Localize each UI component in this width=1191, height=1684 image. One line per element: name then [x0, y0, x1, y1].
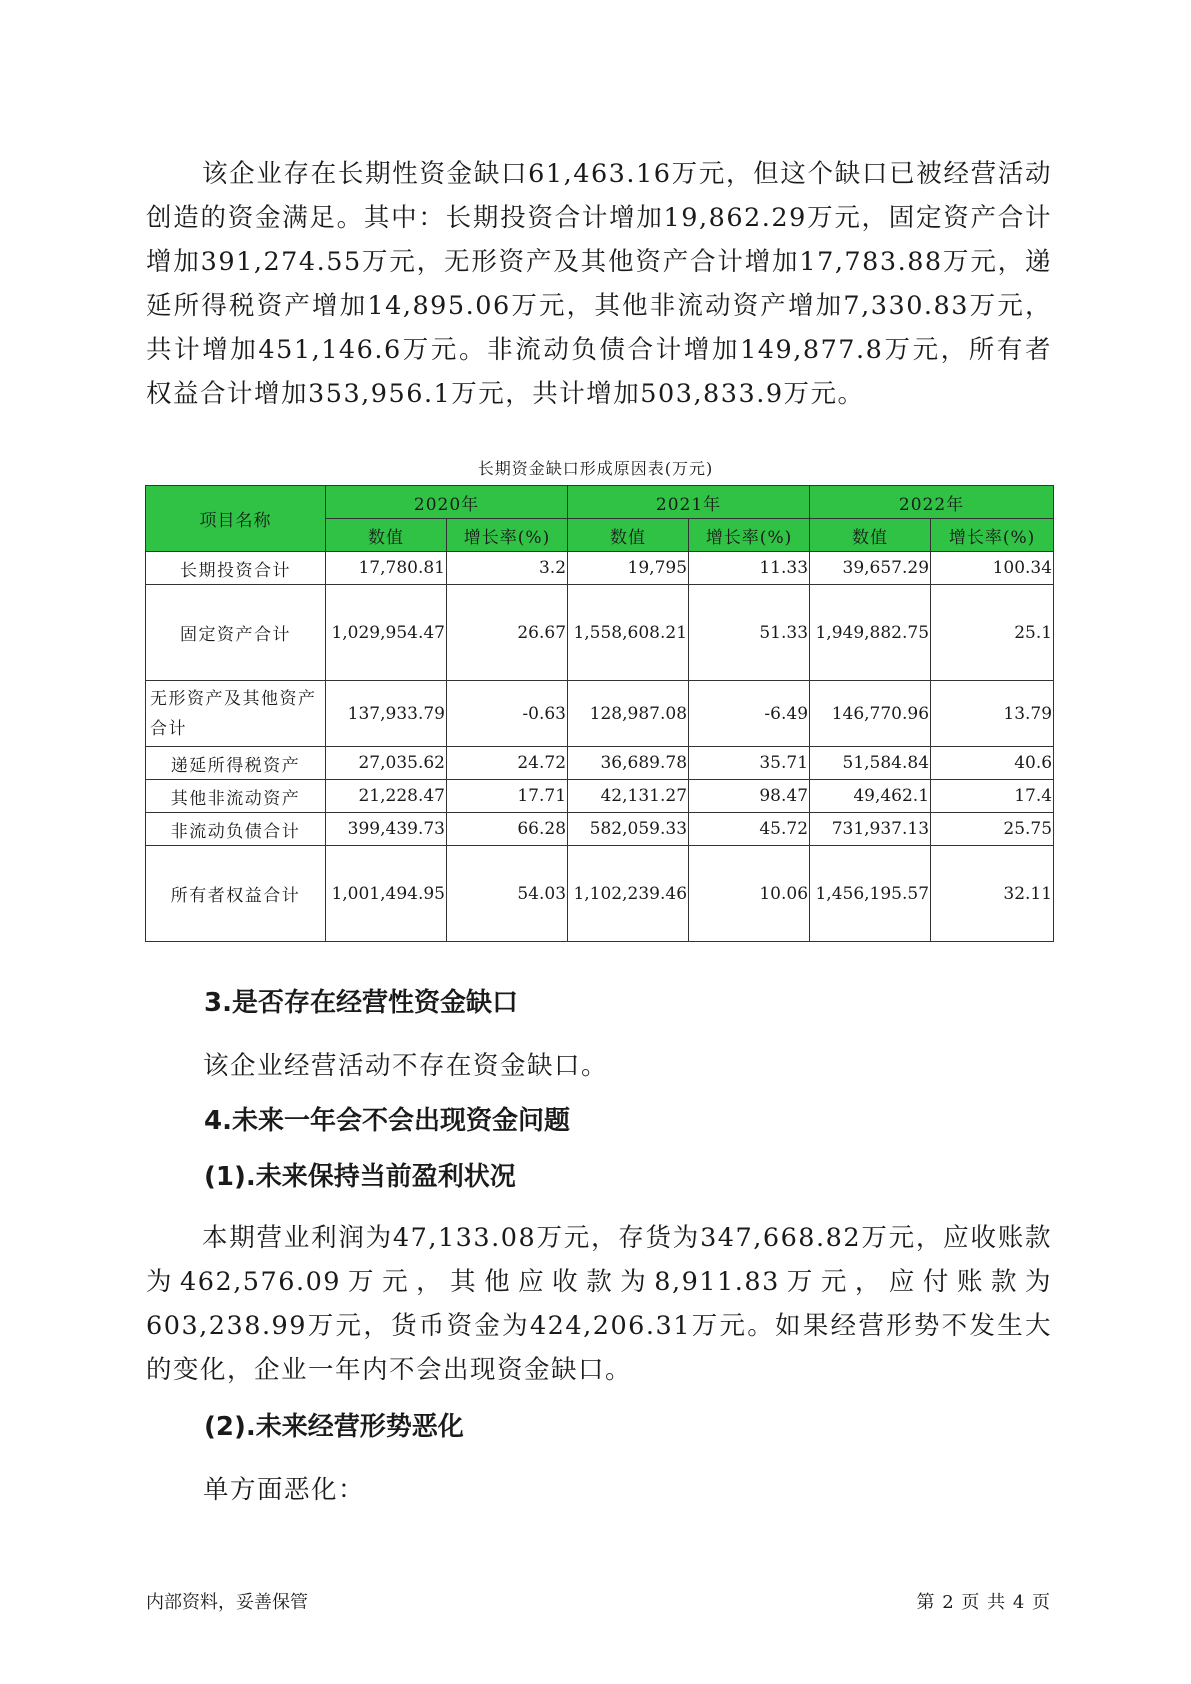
- cell-value-2022: 49,462.1: [810, 780, 931, 813]
- paragraph-operating-gap: 该企业经营活动不存在资金缺口。: [203, 1051, 609, 1081]
- table-row: [146, 681, 1054, 747]
- cell-value-2021: 1,102,239.46: [568, 846, 689, 942]
- cell-value-2020: 1,001,494.95: [326, 846, 447, 942]
- cell-value-2020: 27,035.62: [326, 747, 447, 780]
- table-caption: 长期资金缺口形成原因表(万元): [477, 459, 714, 478]
- cell-rate-2022: 25.1: [931, 585, 1054, 681]
- cell-value-2021: 1,558,608.21: [568, 585, 689, 681]
- cell-rate-2020: -0.63: [447, 681, 568, 747]
- cell-value-2021: 582,059.33: [568, 813, 689, 846]
- cell-rate-2021: 35.71: [689, 747, 810, 780]
- header-value: 数值: [568, 519, 689, 552]
- cell-value-2022: 39,657.29: [810, 552, 931, 585]
- header-year-2022: 2022年: [810, 486, 1054, 519]
- cell-rate-2022: 25.75: [931, 813, 1054, 846]
- row-name: 长期投资合计: [146, 552, 326, 585]
- cell-value-2020: 399,439.73: [326, 813, 447, 846]
- cell-value-2022: 731,937.13: [810, 813, 931, 846]
- cell-rate-2020: 54.03: [447, 846, 568, 942]
- table-row: [146, 846, 1054, 942]
- section-heading-4: 4.未来一年会不会出现资金问题: [204, 1106, 570, 1136]
- cell-rate-2021: 51.33: [689, 585, 810, 681]
- paragraph-current-profit: 本期营业利润为47,133.08万元，存货为347,668.82万元，应收账款为462,576.09万元，其他应收款为8,911.83万元，应付账款为603,238.99万元，货币资金为424,206.31万元。如果经营形势不发生大的变化，企业一年内不会出现资金缺口。: [146, 1223, 1052, 1385]
- cell-value-2022: 51,584.84: [810, 747, 931, 780]
- row-name: 所有者权益合计: [146, 846, 326, 942]
- table-row: [146, 552, 1054, 585]
- cell-rate-2021: 10.06: [689, 846, 810, 942]
- cell-rate-2022: 100.34: [931, 552, 1054, 585]
- row-name: 递延所得税资产: [146, 747, 326, 780]
- cell-rate-2020: 17.71: [447, 780, 568, 813]
- cell-rate-2020: 26.67: [447, 585, 568, 681]
- section-heading-3: 3.是否存在经营性资金缺口: [204, 988, 518, 1018]
- table-row: [146, 585, 1054, 681]
- row-name: 固定资产合计: [146, 585, 326, 681]
- cell-rate-2022: 32.11: [931, 846, 1054, 942]
- subsection-heading-4-1: (1).未来保持当前盈利状况: [204, 1162, 516, 1192]
- header-item-name: 项目名称: [146, 486, 326, 552]
- header-year-2021: 2021年: [568, 486, 810, 519]
- cell-value-2021: 19,795: [568, 552, 689, 585]
- header-value: 数值: [810, 519, 931, 552]
- subsection-heading-4-2: (2).未来经营形势恶化: [204, 1412, 464, 1442]
- cell-value-2022: 1,456,195.57: [810, 846, 931, 942]
- paragraph-long-term-gap: 该企业存在长期性资金缺口61,463.16万元，但这个缺口已被经营活动创造的资金满足。其中：长期投资合计增加19,862.29万元，固定资产合计增加391,274.55万元，无形资产及其他资产合计增加17,783.88万元，递延所得税资产增加14,895.06万元，其他非流动资产增加7,330.83万元，共计增加451,146.6万元。非流动负债合计增加149,877.8万元，所有者权益合计增加353,956.1万元，共计增加503,833.9万元。: [146, 159, 1052, 409]
- cell-value-2021: 128,987.08: [568, 681, 689, 747]
- footer-confidential: 内部资料，妥善保管: [146, 1592, 308, 1613]
- cell-rate-2021: 11.33: [689, 552, 810, 585]
- footer-page-number: 第 2 页 共 4 页: [916, 1592, 1051, 1613]
- table-row: [146, 780, 1054, 813]
- header-rate: 增长率(%): [689, 519, 810, 552]
- cell-value-2020: 1,029,954.47: [326, 585, 447, 681]
- cell-value-2020: 17,780.81: [326, 552, 447, 585]
- cell-rate-2021: -6.49: [689, 681, 810, 747]
- cell-value-2020: 21,228.47: [326, 780, 447, 813]
- cell-rate-2020: 66.28: [447, 813, 568, 846]
- cell-value-2022: 146,770.96: [810, 681, 931, 747]
- cell-rate-2022: 13.79: [931, 681, 1054, 747]
- cell-rate-2021: 98.47: [689, 780, 810, 813]
- paragraph-one-sided: 单方面恶化：: [203, 1475, 366, 1505]
- cell-value-2021: 36,689.78: [568, 747, 689, 780]
- cell-rate-2020: 3.2: [447, 552, 568, 585]
- row-name: 非流动负债合计: [146, 813, 326, 846]
- cell-rate-2022: 17.4: [931, 780, 1054, 813]
- table-row: [146, 813, 1054, 846]
- header-year-2020: 2020年: [326, 486, 568, 519]
- cell-rate-2021: 45.72: [689, 813, 810, 846]
- cell-value-2022: 1,949,882.75: [810, 585, 931, 681]
- cell-rate-2020: 24.72: [447, 747, 568, 780]
- header-rate: 增长率(%): [447, 519, 568, 552]
- row-name: 无形资产及其他资产合计: [146, 681, 326, 747]
- header-value: 数值: [326, 519, 447, 552]
- table-row: [146, 747, 1054, 780]
- cell-value-2020: 137,933.79: [326, 681, 447, 747]
- long-term-gap-table: [145, 485, 1054, 942]
- header-rate: 增长率(%): [931, 519, 1054, 552]
- cell-rate-2022: 40.6: [931, 747, 1054, 780]
- cell-value-2021: 42,131.27: [568, 780, 689, 813]
- row-name: 其他非流动资产: [146, 780, 326, 813]
